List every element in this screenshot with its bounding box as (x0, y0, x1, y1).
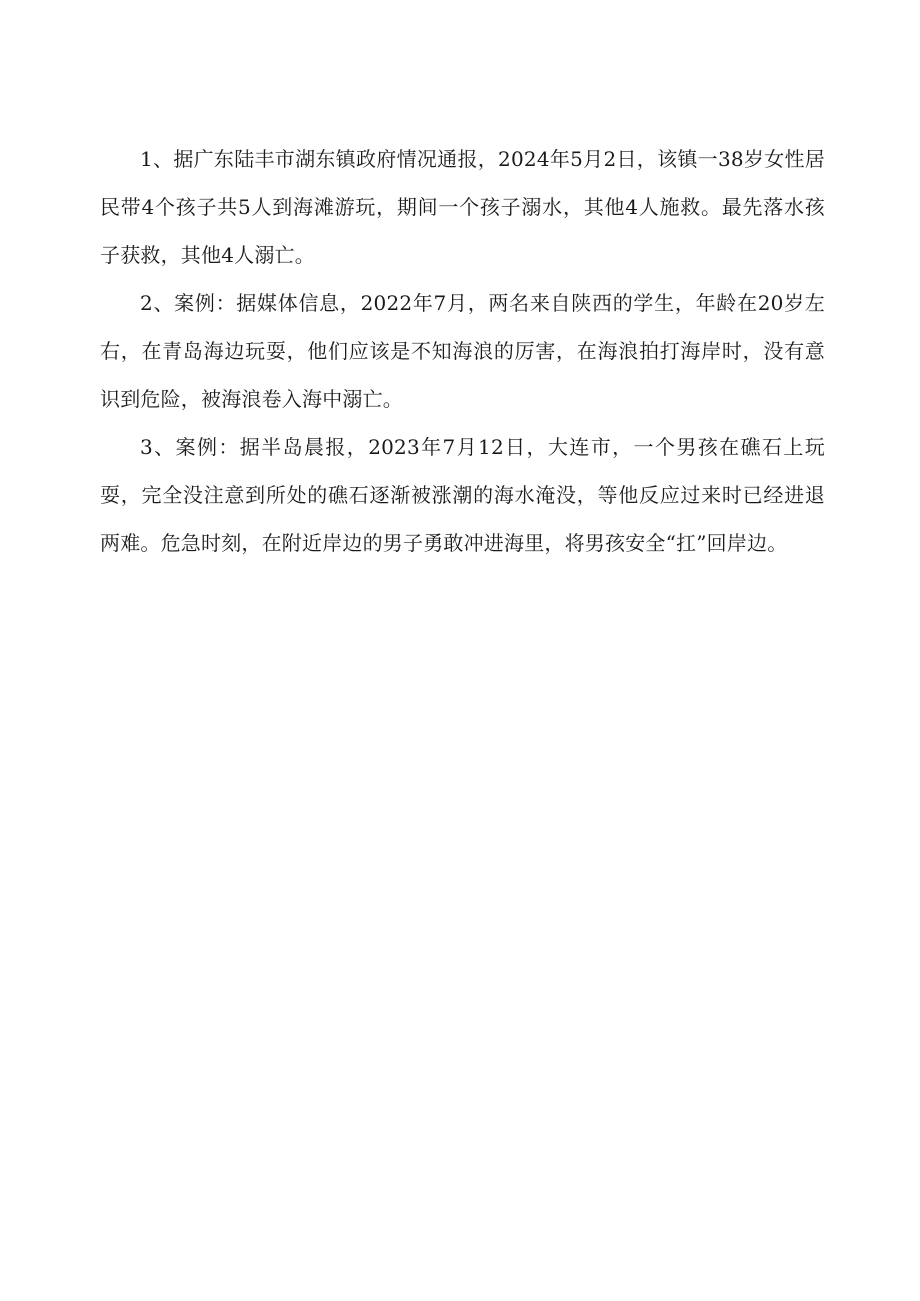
case-paragraph-3: 3、案例：据半岛晨报，2023年7月12日，大连市，一个男孩在礁石上玩耍，完全没注意到所处的礁石逐渐被涨潮的海水淹没，等他反应过来时已经进退两难。危急时刻，在附近岸边的男子勇敢冲进海里，将男孩安全“扛”回岸边。 (100, 435, 825, 555)
case-paragraph-1: 1、据广东陆丰市湖东镇政府情况通报，2024年5月2日，该镇一38岁女性居民带4个孩子共5人到海滩游玩，期间一个孩子溺水，其他4人施救。最先落水孩子获救，其他4人溺亡。 (100, 147, 825, 267)
document-body (100, 135, 825, 567)
case-paragraph-2: 2、案例：据媒体信息，2022年7月，两名来自陕西的学生，年龄在20岁左右，在青岛海边玩耍，他们应该是不知海浪的厉害，在海浪拍打海岸时，没有意识到危险，被海浪卷入海中溺亡。 (100, 291, 825, 411)
